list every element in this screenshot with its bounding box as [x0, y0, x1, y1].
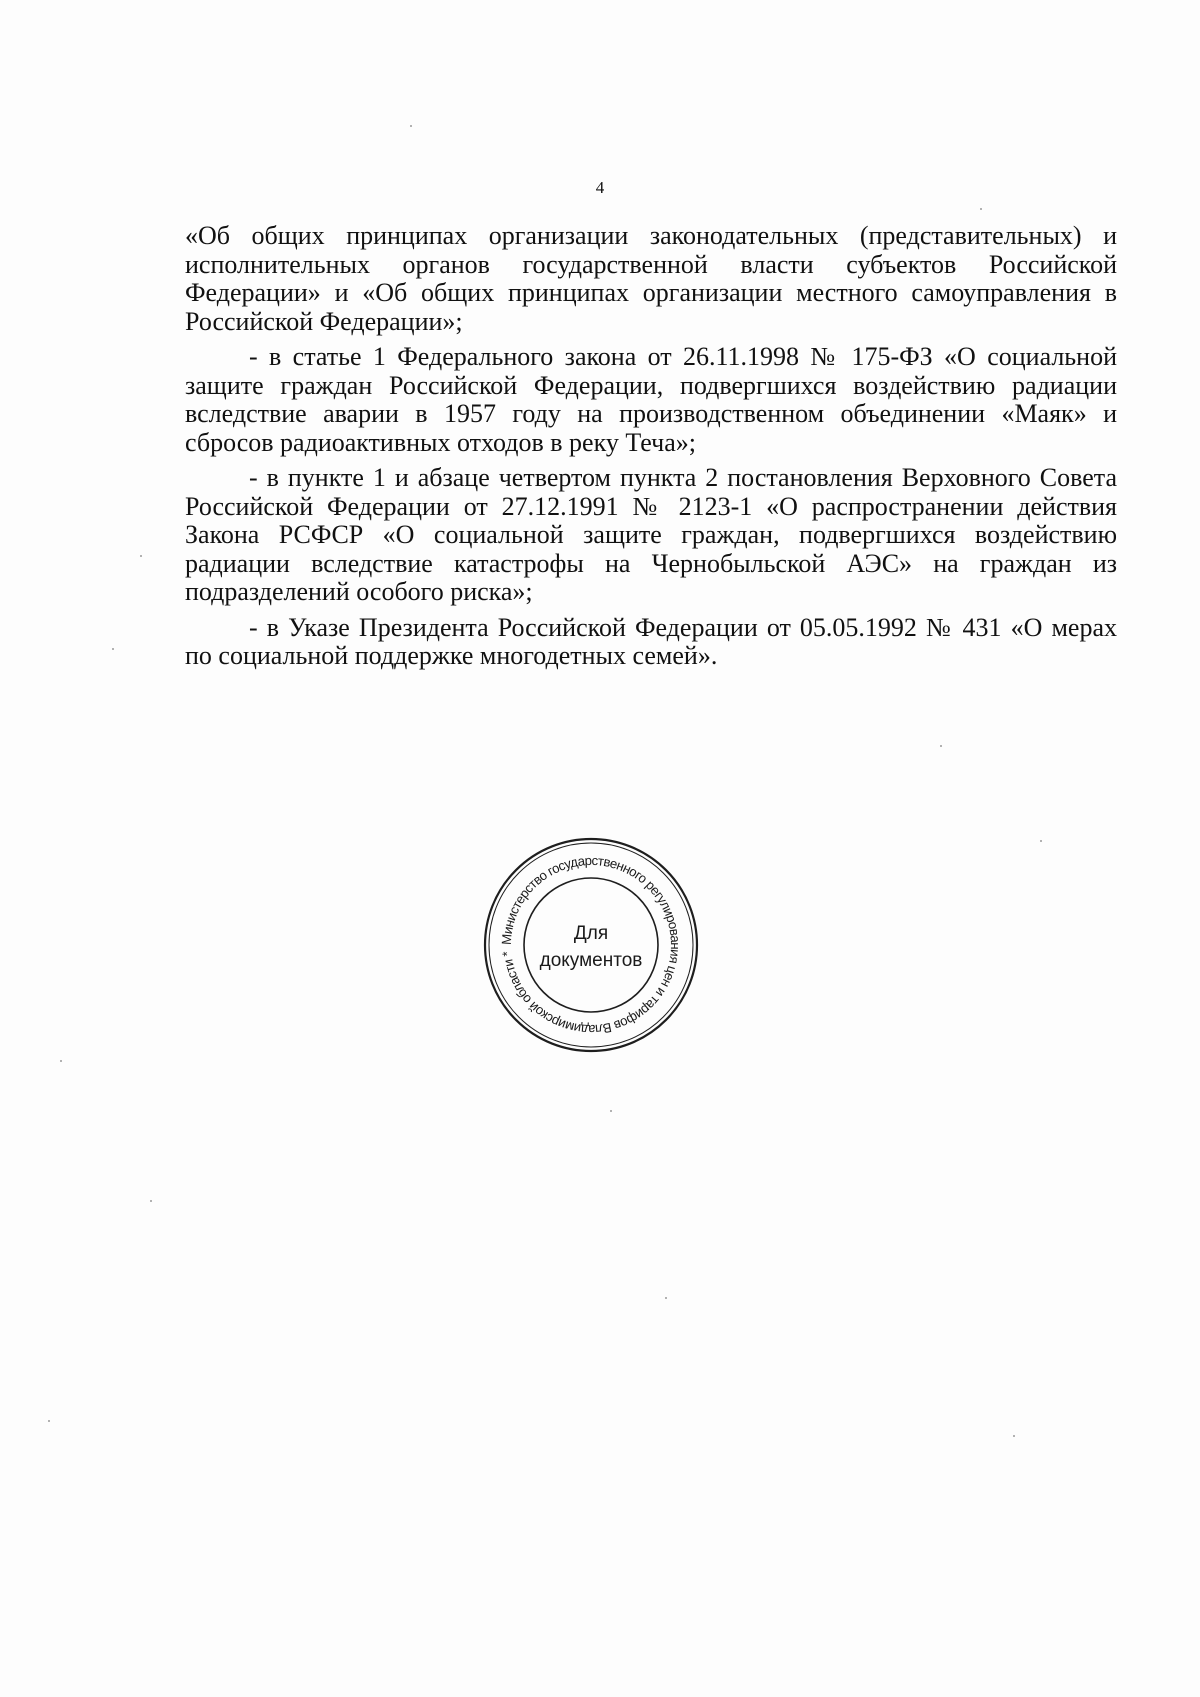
seal-ring-text: Министерство государственного регулирования цен и тарифов Владимирской области *: [498, 852, 684, 1038]
scan-speck: [665, 1297, 667, 1299]
seal-center-line-1: Для: [573, 923, 609, 944]
scan-speck: [1013, 1435, 1015, 1437]
paragraph-3: - в пункте 1 и абзаце четвертом пункта 2 постановления Верховного Совета Российской Федерации от 27.12.1991 № 2123-1 «О распространении действия Закона РСФСР «О социальной защите граждан, подвергшихся воздействию радиации вследствие катастрофы на Чернобыльской АЭС» на граждан из подразделений особого риска»;: [185, 463, 1117, 606]
seal-center-text: [482, 920, 700, 974]
scan-speck: [112, 648, 114, 650]
paragraph-4: - в Указе Президента Российской Федерации от 05.05.1992 № 431 «О мерах по социальной поддержке многодетных семей».: [185, 612, 1117, 670]
document-body: [185, 222, 1117, 678]
scan-speck: [610, 1110, 612, 1112]
scan-speck: [150, 1200, 152, 1202]
official-seal: [482, 836, 700, 1054]
scan-speck: [140, 555, 142, 557]
scan-speck: [940, 745, 942, 747]
scan-speck: [980, 208, 982, 210]
paragraph-1: «Об общих принципах организации законодательных (представительных) и исполнительных органов государственной власти субъектов Российской Федерации» и «Об общих принципах организации местного самоуправления в Российской Федерации»;: [185, 221, 1117, 336]
page-number: 4: [595, 178, 605, 197]
paragraph-2: - в статье 1 Федерального закона от 26.11.1998 № 175-ФЗ «О социальной защите граждан Российской Федерации, подвергшихся воздействию радиации вследствие аварии в 1957 году на производственном объединении «Маяк» и сбросов радиоактивных отходов в реку Теча»;: [185, 342, 1117, 457]
seal-center-line-2: документов: [539, 950, 643, 971]
scan-speck: [60, 1060, 62, 1062]
scan-speck: [410, 125, 412, 127]
scan-speck: [48, 1420, 50, 1422]
scan-speck: [1040, 840, 1042, 842]
